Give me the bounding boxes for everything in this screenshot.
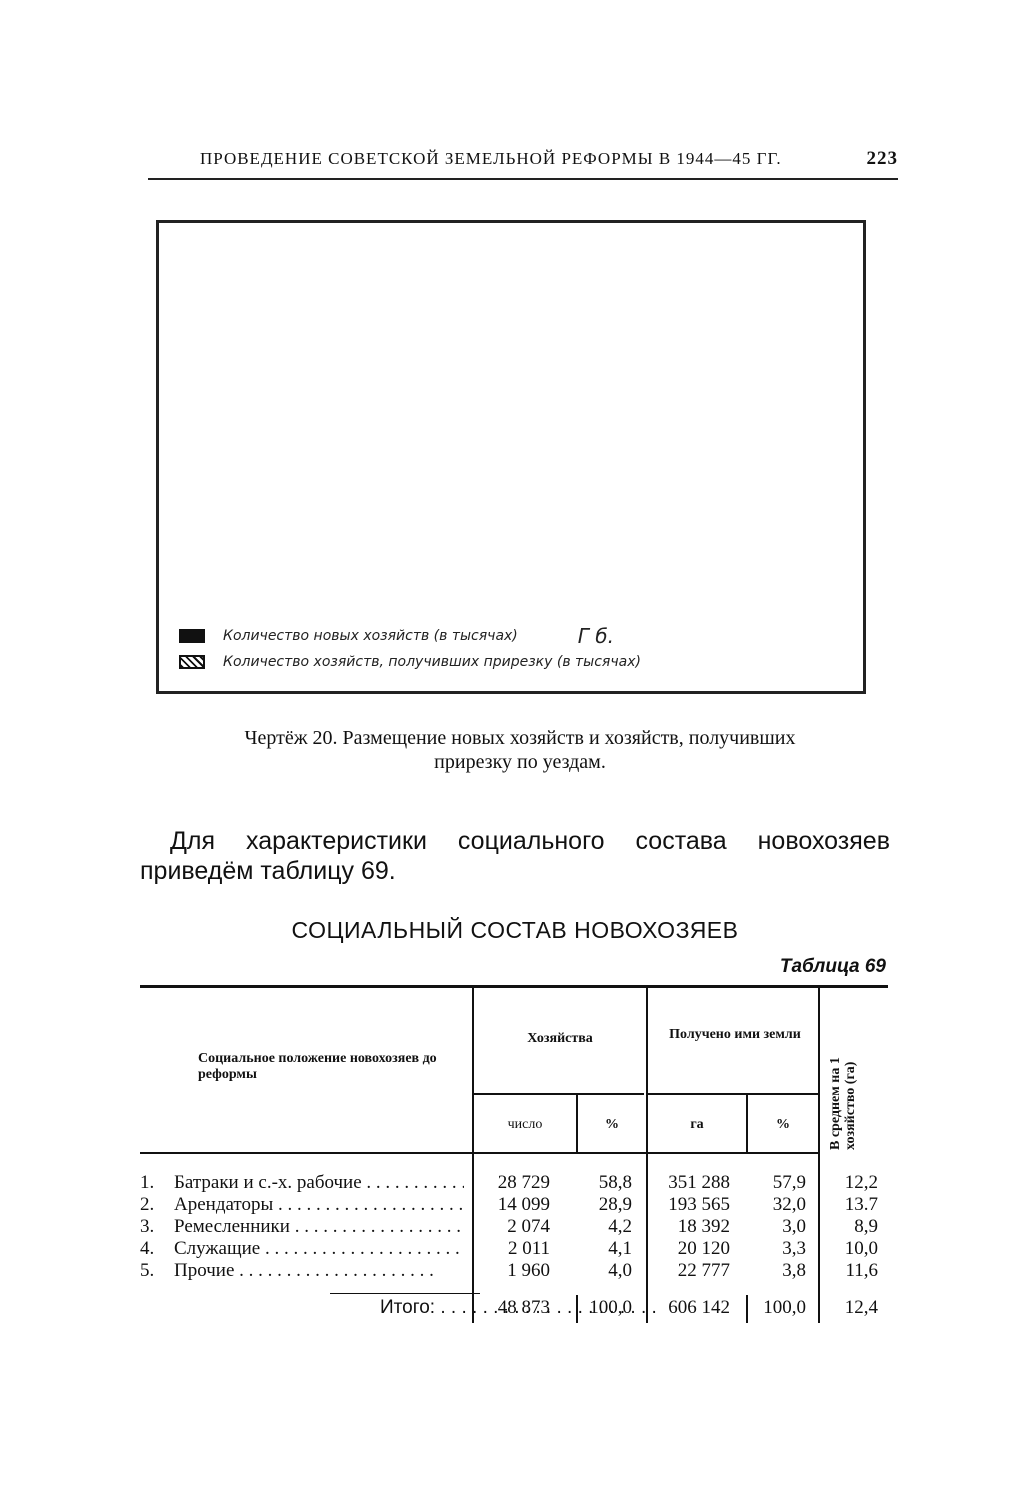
header-land-percent: %	[776, 1117, 790, 1132]
legend-label: Количество новых хозяйств (в тысячах)	[223, 628, 518, 644]
farms-subheader-rule	[474, 1093, 644, 1095]
row-number: 1.	[140, 1172, 155, 1193]
cell-ha: 351 288	[668, 1172, 730, 1193]
cell-land-percent: 32,0	[772, 1194, 806, 1215]
row-label: Ремесленники . . .	[174, 1216, 464, 1238]
solid-swatch-icon	[179, 629, 205, 643]
cell-percent: 4,2	[608, 1216, 632, 1237]
running-head	[148, 148, 898, 170]
total-label: Итого: . . .	[380, 1297, 670, 1319]
cell-percent: 28,9	[598, 1194, 632, 1215]
figure-legend	[179, 623, 641, 675]
cell-percent: 58,8	[598, 1172, 632, 1193]
cell-count: 28 729	[497, 1172, 550, 1193]
total-average: 12,4	[844, 1297, 878, 1318]
cell-ha: 22 777	[677, 1260, 730, 1281]
cell-ha: 18 392	[677, 1216, 730, 1237]
legend-item-new-farms	[179, 623, 641, 649]
cell-count: 2 074	[507, 1216, 550, 1237]
table-row	[140, 1216, 888, 1238]
header-social-status: Социальное положение новохозяев до реформы	[198, 1051, 437, 1082]
legend-item-extra-land	[179, 649, 641, 675]
figure-caption	[150, 726, 890, 774]
cell-land-percent: 3,3	[782, 1238, 806, 1259]
page-number: 223	[866, 148, 898, 169]
table-top-rule	[140, 985, 888, 988]
table-number: Таблица 69	[779, 956, 886, 977]
hatched-swatch-icon	[179, 655, 205, 669]
row-label: Батраки и с.-х. рабочие . . .	[174, 1172, 464, 1194]
cell-average: 10,0	[844, 1238, 878, 1259]
row-number: 3.	[140, 1216, 155, 1237]
table-row	[140, 1238, 888, 1260]
cell-average: 13.7	[844, 1194, 878, 1215]
total-percent: 100,0	[589, 1297, 632, 1318]
figure-frame	[156, 220, 866, 694]
cell-average: 8,9	[854, 1216, 878, 1237]
row-label: Прочие . . .	[174, 1260, 464, 1282]
total-rule	[330, 1293, 480, 1294]
cell-ha: 193 565	[668, 1194, 730, 1215]
body-paragraph: Для характеристики социального состава новохозяев приведём таблицу 69.	[140, 827, 890, 885]
header-rule	[148, 178, 898, 180]
row-number: 4.	[140, 1238, 155, 1259]
running-head-title: ПРОВЕДЕНИЕ СОВЕТСКОЙ ЗЕМЕЛЬНОЙ РЕФОРМЫ В 1944—45 ГГ.	[200, 149, 782, 168]
row-label: Арендаторы . . .	[174, 1194, 464, 1216]
table-total-row	[140, 1297, 888, 1319]
table-row	[140, 1194, 888, 1216]
cell-count: 1 960	[507, 1260, 550, 1281]
cell-average: 12,2	[844, 1172, 878, 1193]
cell-ha: 20 120	[677, 1238, 730, 1259]
cell-percent: 4,1	[608, 1238, 632, 1259]
header-bottom-rule	[140, 1152, 820, 1154]
cell-count: 14 099	[497, 1194, 550, 1215]
header-land: Получено ими земли	[669, 1027, 801, 1042]
table-row	[140, 1172, 888, 1194]
total-count: 48 873	[497, 1297, 550, 1318]
caption-line: Чертёж 20. Размещение новых хозяйств и хозяйств, получивших	[244, 727, 796, 749]
cell-land-percent: 3,0	[782, 1216, 806, 1237]
land-subheader-rule	[648, 1093, 818, 1095]
header-count: число	[507, 1117, 543, 1132]
total-land-percent: 100,0	[763, 1297, 806, 1318]
figure-mark: Г б.	[577, 624, 614, 648]
header-average: В среднем на 1 хозяйство (га)	[828, 1057, 858, 1150]
data-table	[140, 985, 888, 1325]
row-label: Служащие . . .	[174, 1238, 464, 1260]
caption-line: прирезку по уездам.	[434, 751, 606, 773]
row-number: 5.	[140, 1260, 155, 1281]
header-ha: га	[690, 1117, 704, 1132]
header-percent: %	[605, 1117, 619, 1132]
cell-average: 11,6	[845, 1260, 878, 1281]
cell-percent: 4,0	[608, 1260, 632, 1281]
cell-land-percent: 57,9	[772, 1172, 806, 1193]
table-title: СОЦИАЛЬНЫЙ СОСТАВ НОВОХОЗЯЕВ	[291, 917, 739, 943]
row-number: 2.	[140, 1194, 155, 1215]
total-ha: 606 142	[668, 1297, 730, 1318]
header-farms: Хозяйства	[527, 1031, 593, 1046]
legend-label: Количество хозяйств, получивших прирезку (в тысячах)	[223, 654, 641, 670]
cell-count: 2 011	[507, 1238, 550, 1259]
cell-land-percent: 3,8	[782, 1260, 806, 1281]
table-row	[140, 1260, 888, 1282]
